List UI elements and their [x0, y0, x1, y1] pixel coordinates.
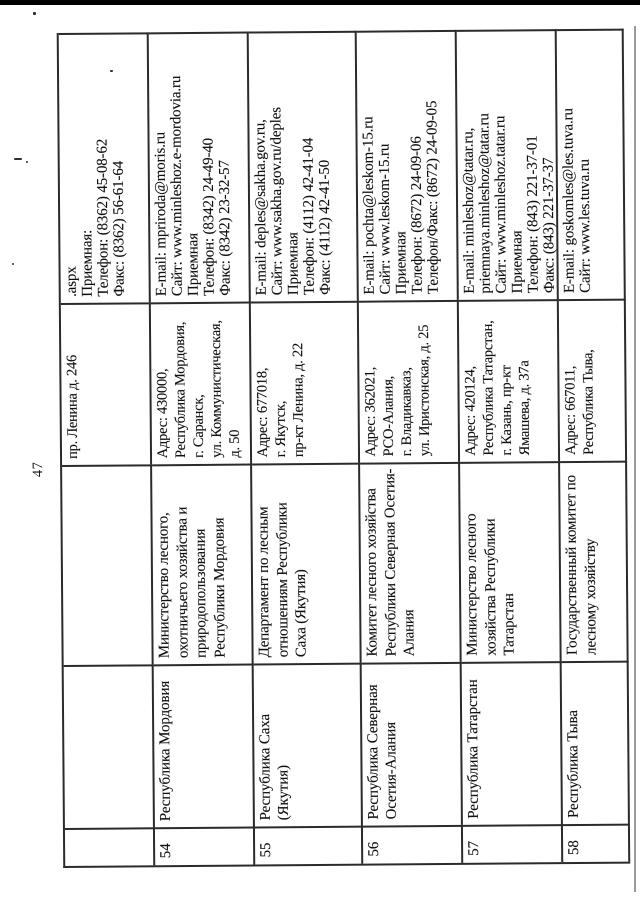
row-number-cell: 58	[563, 824, 630, 863]
address-cell: Адрес: 667011, Республика Тыва,	[559, 299, 627, 462]
contacts-cell: E-mail: deples@sakha.gov.ru, Сайт: www.sakha.gov.ru/deples Приемная Телефон: (4112) 42-41-04 Факс: (4112) 42-41-50	[249, 31, 359, 302]
contacts-table	[57, 29, 631, 868]
contacts-cell: E-mail: minleshoz@tatar.ru, priemnaya.minleshoz@tatar.ru Сайт: www.minleshoz.tatar.ru Приемная Телефон: (843) 221-37-01 Факс: (843) 221-37-37	[457, 29, 559, 300]
region-cell: Республика Тыва	[562, 661, 630, 825]
row-number-cell: 56	[363, 825, 463, 864]
organization-cell: Департамент по лесным отношениям Республики Саха (Якутия)	[252, 463, 362, 664]
contacts-cell: E-mail: goskomles@les.tuva.ru Сайт: www.les.tuva.ru	[557, 29, 626, 300]
contacts-cell: E-mail: pochta@leskom-15.ru Сайт: www.leskom-15.ru Приемная Телефон: (8672) 24-09-06 Телефон/Факс: (8672) 24-09-05	[357, 30, 459, 301]
address-cell: пр. Ленина д. 246	[61, 302, 152, 465]
region-cell: Республика Татарстан	[462, 661, 563, 825]
region-cell: Республика Северная Осетия-Алания	[362, 662, 463, 826]
scan-speck	[12, 263, 14, 265]
address-cell: Адрес: 677018, г. Якутск, пр-кт Ленина, д. 22	[251, 301, 360, 464]
scan-speck	[26, 161, 28, 163]
scan-speck	[110, 70, 113, 72]
region-cell: Республика Мордовия	[154, 664, 255, 828]
organization-cell: Комитет лесного хозяйства Республики Северная Осетия- Алания	[360, 462, 462, 663]
scan-speck	[14, 158, 22, 160]
address-cell: Адрес: 430000, Республика Мордовия, г. Саранск, ул. Коммунистическая, д. 50	[151, 302, 252, 465]
scan-edge-bar	[0, 0, 640, 5]
row-number-cell: 57	[463, 824, 563, 863]
address-cell: Адрес: 362021, РСО-Алания, г. Владикавказ, ул. Иристонская, д. 25	[359, 300, 460, 463]
organization-cell: Государственный комитет по лесному хозяйству	[560, 461, 629, 662]
row-number-cell: 54	[155, 827, 255, 866]
region-cell: Республика Саха (Якутия)	[254, 663, 363, 827]
organization-cell: Министерство лесного, охотничьего хозяйства и природопользования Республики Мордовия	[152, 464, 254, 665]
row-number-cell	[65, 827, 155, 866]
region-cell	[64, 664, 155, 828]
organization-cell	[62, 464, 154, 665]
organization-cell: Министерство лесного хозяйства Республики Татарстан	[460, 461, 562, 662]
row-number-cell: 55	[255, 826, 363, 865]
scan-edge-line	[634, 26, 636, 892]
scan-speck	[33, 12, 36, 15]
address-cell: Адрес: 420124, Республика Татарстан, г. Казань, пр-кт Ямашева, д. 37а	[459, 299, 560, 462]
contacts-cell: .aspx Приемная: Телефон: (8362) 45-08-62 Факс: (8362) 56-61-64	[59, 32, 151, 303]
contacts-cell: E-mail: mpriroda@moris.ru Сайт: www.minleshoz.e-mordovia.ru Приемная Телефон: (8342) 24-49-40 Факс: (8342) 23-32-57	[149, 32, 251, 303]
page-number: 47	[30, 461, 47, 478]
